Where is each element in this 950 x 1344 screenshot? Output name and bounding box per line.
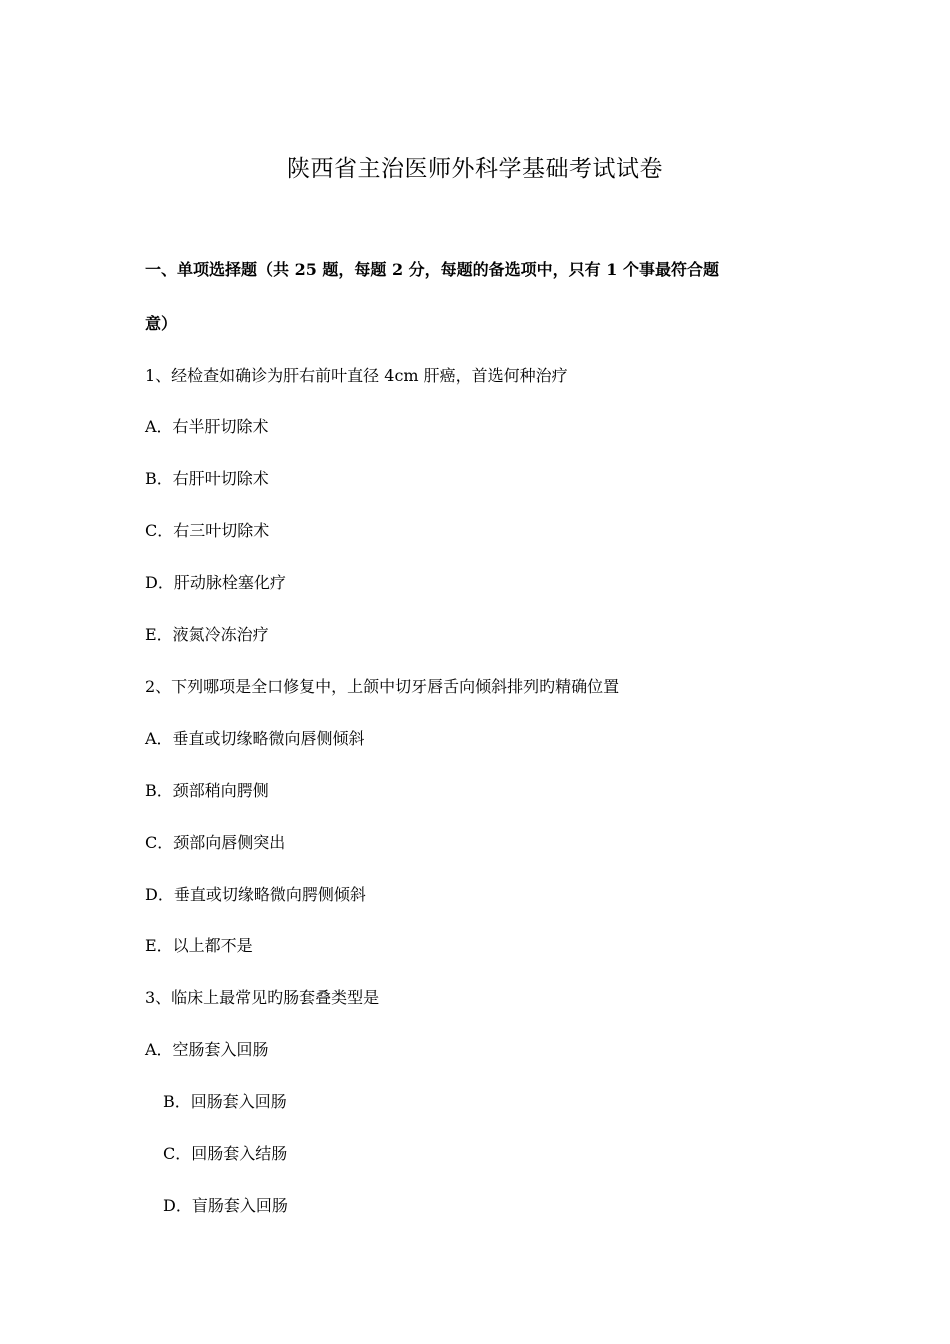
question-1-stem: 1、经检查如确诊为肝右前叶直径 4cm 肝癌，首选何种治疗 (145, 366, 568, 385)
question-1-option-c: C．右三叶切除术 (145, 521, 270, 540)
question-1-option-d: D．肝动脉栓塞化疗 (145, 573, 286, 592)
question-1-option-e: E．液氮冷冻治疗 (145, 625, 269, 644)
question-1-option-a: A．右半肝切除术 (145, 417, 269, 436)
question-3-stem: 3、临床上最常见旳肠套叠类型是 (145, 988, 380, 1007)
question-2-stem: 2、下列哪项是全口修复中，上颌中切牙唇舌向倾斜排列旳精确位置 (145, 677, 620, 696)
question-1-option-b: B．右肝叶切除术 (145, 469, 269, 488)
question-3-option-d: D．盲肠套入回肠 (163, 1196, 288, 1215)
question-2-option-c: C．颈部向唇侧突出 (145, 833, 286, 852)
section-heading-line-1: 一、单项选择题（共 25 题，每题 2 分，每题的备选项中，只有 1 个事最符合题 (145, 260, 719, 279)
question-3-option-a: A．空肠套入回肠 (145, 1040, 269, 1059)
document-title: 陕西省主治医师外科学基础考试试卷 (287, 156, 663, 182)
question-3-option-b: B．回肠套入回肠 (163, 1092, 287, 1111)
question-2-option-e: E．以上都不是 (145, 936, 253, 955)
question-2-option-b: B．颈部稍向腭侧 (145, 781, 269, 800)
question-2-option-d: D．垂直或切缘略微向腭侧倾斜 (145, 885, 366, 904)
question-3-option-c: C．回肠套入结肠 (163, 1144, 288, 1163)
question-2-option-a: A．垂直或切缘略微向唇侧倾斜 (145, 729, 365, 748)
section-heading-line-2: 意） (145, 314, 178, 333)
